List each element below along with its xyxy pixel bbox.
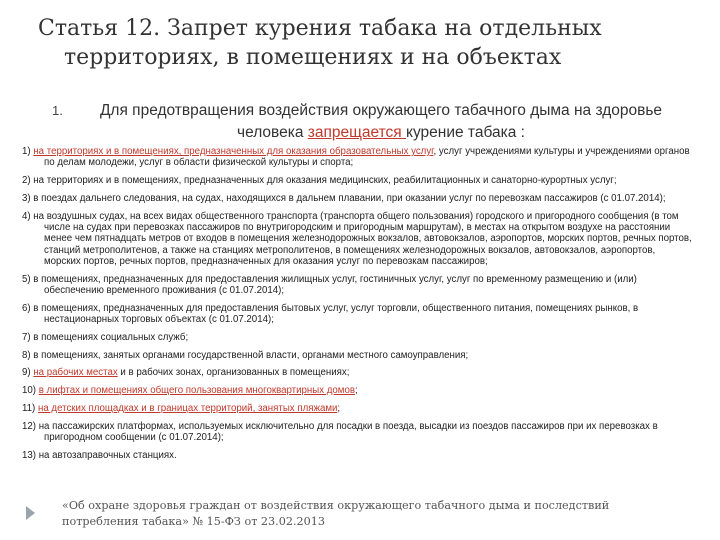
list-item-number: 11) [22,403,38,415]
intro-highlight: запрещается [307,124,406,141]
list-item-number: 10) [22,385,39,397]
list-item-highlight: на детских площадках и в границах территорий, занятых пляжами [37,403,338,415]
intro-number: 1. [52,103,63,118]
list-item-highlight: в лифтах и помещениях общего пользования многоквартирных домов [38,385,356,397]
intro-text-before: Для предотвращения воздействия окружающего табачного дыма на здоровье человека [99,102,663,141]
footer-text: «Об охране здоровья граждан от воздействия окружающего табачного дыма и последствий потребления табака» № 15-ФЗ от 23.02.2013 [62,499,610,528]
list-item-text: 2) на территориях и в помещениях, предназначенных для оказания медицинских, реабилитационных и санаторно-курортных услуг; [22,175,617,187]
list-item [22,274,694,297]
list-item-number: 9) [22,367,34,379]
list-item-text: ; [337,403,341,415]
intro-text-after: курение табака : [406,124,525,141]
list-item-text: , услуг учреждениями культуры и учреждениями органов по делам молодежи, услуг в области физической культуры и спорта; [44,146,690,169]
list-item-text: 6) в помещениях, предназначенных для предоставления бытовых услуг, услуг торговли, общественного питания, помещениях рынков, в нестационарных торговых объектах (с 01.07.2014); [22,302,639,326]
list-item [22,332,694,343]
list-item-highlight: на территориях и в помещениях, предназначенных для оказания образовательных услуг [33,146,434,157]
prohibition-list [22,146,694,468]
list-item-text: 5) в помещениях, предназначенных для предоставления жилищных услуг, гостиничных услуг, услуг по временному размещению и (или) обеспечению временного проживания (с 01.07.2014); [22,273,637,296]
list-item-text: и в рабочих зонах, организованных в помещениях; [117,367,350,379]
intro-paragraph [52,100,682,144]
list-item-text: 8) в помещениях, занятых органами государственной власти, органами местного самоуправления; [22,349,469,361]
list-item [22,193,694,204]
list-item [22,146,694,169]
list-item [22,403,694,414]
list-item [22,450,694,461]
list-item [22,421,694,444]
list-item-text: 13) на автозаправочных станциях. [22,449,177,461]
list-item-text: 12) на пассажирских платформах, используемых исключительно для посадки в поезда, высадки из поездов пассажиров при их перевозках в пригородном сообщении (с 01.07.2014); [22,420,658,444]
list-item-text: 4) на воздушных судах, на всех видах общественного транспорта (транспорта общего пользования) городского и пригородного сообщения (в том числе на судах при перевозках пассажиров по внутригородским и пригородным маршрутам), в местах на открытом воздухе на расстоянии менее чем пятнадцать метров от входов в помещения железнодорожных вокзалов, автовокзалов, аэропортов, морских портов, речных портов, станций метрополитенов, а также на станциях метрополитенов, в помещениях железнодорожных вокзалов, автовокзалов, аэропортов, морских портов, речных портов, предназначенных для оказания услуг по перевозкам пассажиров; [22,210,692,267]
intro-text [88,100,682,144]
list-item [22,303,694,326]
title-line-1: Статья 12. Запрет курения табака на отдельных [38,16,602,41]
page-title [38,14,698,72]
list-item-text: ; [355,385,358,397]
arrow-bullet-icon [26,506,35,520]
list-item [22,367,694,378]
list-item-text: 7) в помещениях социальных служб; [22,331,189,343]
footer-law-reference [26,498,686,530]
list-item [22,175,694,186]
list-item [22,350,694,361]
list-item [22,211,694,267]
list-item [22,385,694,396]
list-item-number: 1) [22,146,34,157]
list-item-highlight: на рабочих местах [33,367,118,379]
title-line-2: территориях, в помещениях и на объектах [64,45,562,70]
list-item-text: 3) в поездах дальнего следования, на судах, находящихся в дальнем плавании, при оказании услуг по перевозкам пассажиров (с 01.07.2014); [22,192,666,204]
